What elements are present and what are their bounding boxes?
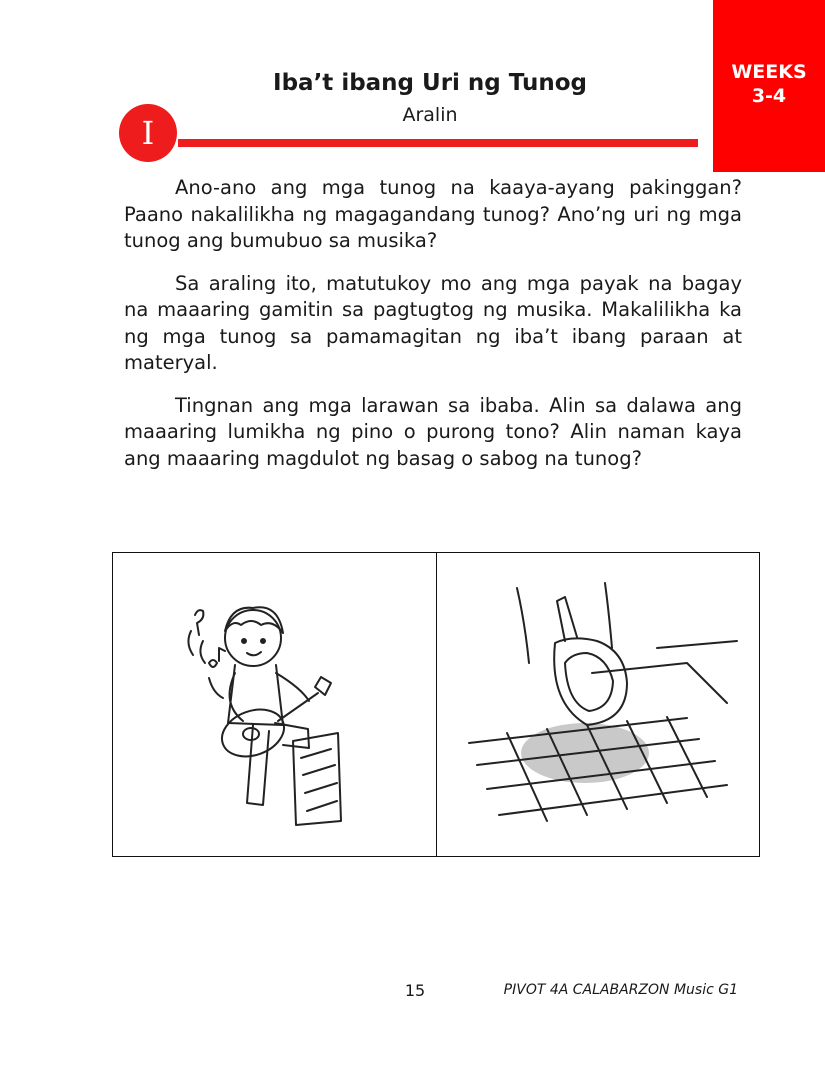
boy-playing-guitar-illustration <box>113 553 436 856</box>
dropped-pan-illustration <box>437 553 760 856</box>
weeks-label: WEEKS <box>731 61 807 83</box>
pan-panel <box>436 553 760 856</box>
paragraph-3: Tingnan ang mga larawan sa ibaba. Alin sa dalawa ang maaaring lumikha ng pino o purong tono? Alin naman kaya ang maaaring magdulot ng basag o sabog na tunog? <box>124 393 742 470</box>
paragraph-2: Sa araling ito, matutukoy mo ang mga payak na bagay na maaaring gamitin sa pagtugtog ng musika. Makalilikha ka ng mga tunog sa pamamagitan ng iba’t ibang paraan at materyal. <box>124 271 742 374</box>
section-badge: I <box>119 104 177 162</box>
footer-credit: PIVOT 4A CALABARZON Music G1 <box>503 982 738 998</box>
illustration-box <box>112 552 760 857</box>
page-title: Iba’t ibang Uri ng Tunog <box>273 70 587 96</box>
weeks-tab <box>713 0 825 172</box>
lesson-body <box>124 175 742 488</box>
title-divider <box>178 139 698 147</box>
page-subtitle: Aralin <box>402 104 458 126</box>
page-number: 15 <box>404 981 426 1000</box>
guitar-panel <box>113 553 436 856</box>
paragraph-1: Ano-ano ang mga tunog na kaaya-ayang pakinggan? Paano nakalilikha ng magagandang tunog? Ano’ng uri ng mga tunog ang bumubuo sa musika? <box>124 176 742 252</box>
weeks-range: 3-4 <box>751 85 787 107</box>
